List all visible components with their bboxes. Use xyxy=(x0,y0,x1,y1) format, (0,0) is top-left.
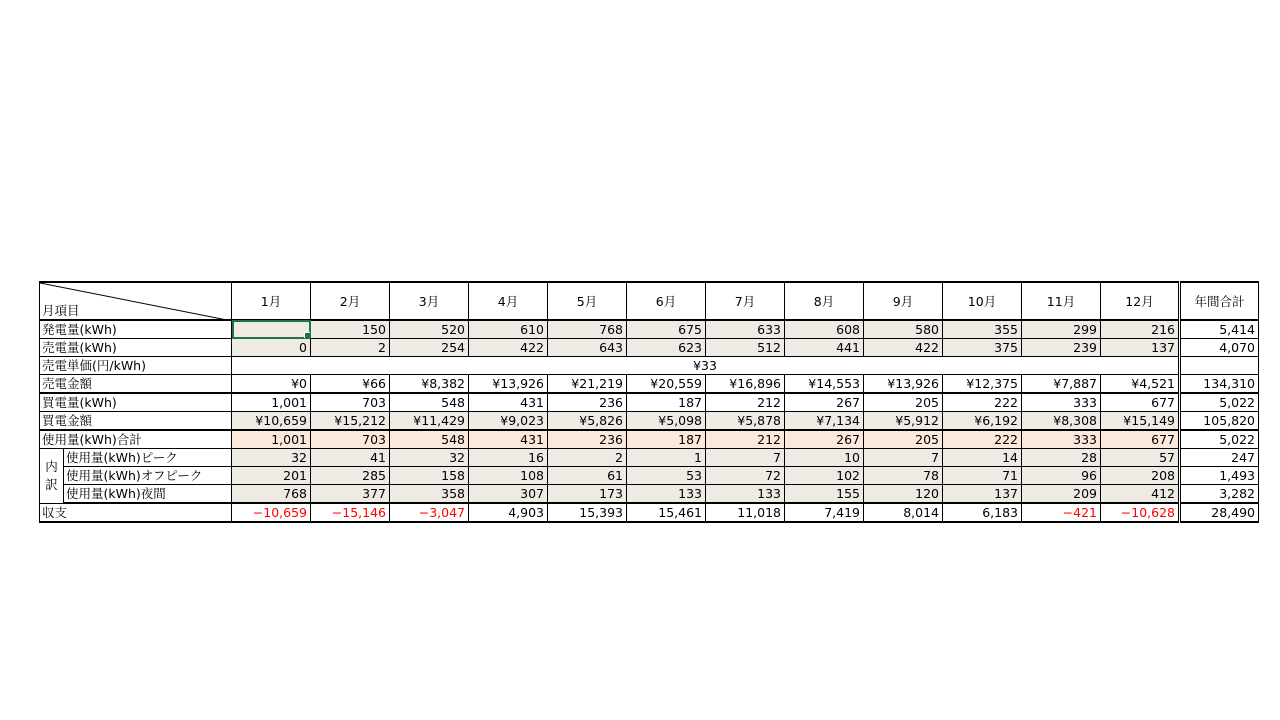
sell-unit-price-cell[interactable]: ¥33 xyxy=(232,357,1180,375)
sell-value-cell[interactable]: 441 xyxy=(785,339,864,357)
offpeak-value-cell[interactable]: 158 xyxy=(390,467,469,485)
sell_amt-value-cell[interactable]: ¥13,926 xyxy=(864,375,943,394)
row-generation xyxy=(40,320,1259,339)
sell-value-cell[interactable]: 422 xyxy=(469,339,548,357)
buy_amt-value-cell[interactable]: ¥9,023 xyxy=(469,412,548,431)
gen-value-cell[interactable]: 355 xyxy=(943,320,1022,339)
gen-value-cell[interactable]: 520 xyxy=(390,320,469,339)
gen-value-cell[interactable]: 299 xyxy=(1022,320,1101,339)
balance-value-cell[interactable]: 7,419 xyxy=(785,503,864,522)
night-value-cell[interactable]: 307 xyxy=(469,485,548,504)
balance-value-cell[interactable]: 15,393 xyxy=(548,503,627,522)
use-value-cell[interactable]: 703 xyxy=(311,430,390,449)
balance-value-cell[interactable]: 6,183 xyxy=(943,503,1022,522)
sell-value-cell[interactable]: 254 xyxy=(390,339,469,357)
buy_amt-value-cell[interactable]: ¥15,212 xyxy=(311,412,390,431)
use-value-cell[interactable]: 236 xyxy=(548,430,627,449)
buy_amt-value-cell[interactable]: ¥5,878 xyxy=(706,412,785,431)
sell-value-cell[interactable]: 422 xyxy=(864,339,943,357)
sell_amt-value-cell[interactable]: ¥16,896 xyxy=(706,375,785,394)
month-header[interactable]: 12月 xyxy=(1101,282,1180,320)
buy-value-cell[interactable]: 187 xyxy=(627,393,706,412)
night-value-cell[interactable]: 173 xyxy=(548,485,627,504)
gen-value-cell[interactable]: 150 xyxy=(311,320,390,339)
row-usage-total xyxy=(40,430,1259,449)
month-header[interactable]: 10月 xyxy=(943,282,1022,320)
use-value-cell[interactable]: 222 xyxy=(943,430,1022,449)
month-header[interactable]: 2月 xyxy=(311,282,390,320)
night-value-cell[interactable]: 133 xyxy=(627,485,706,504)
gen-value-cell[interactable]: 580 xyxy=(864,320,943,339)
row-purchase-amount xyxy=(40,412,1259,431)
row-usage-night xyxy=(40,485,1259,504)
row-label[interactable]: 売電金額 xyxy=(40,375,232,394)
row-label[interactable]: 発電量(kWh) xyxy=(40,320,232,339)
offpeak-value-cell[interactable]: 72 xyxy=(706,467,785,485)
breakdown-label-1: 内 xyxy=(45,458,58,474)
sell-value-cell[interactable]: 512 xyxy=(706,339,785,357)
use-value-cell[interactable]: 548 xyxy=(390,430,469,449)
sell-value-cell[interactable]: 137 xyxy=(1101,339,1180,357)
peak-value-cell[interactable]: 2 xyxy=(548,449,627,467)
sell-value-cell[interactable]: 239 xyxy=(1022,339,1101,357)
peak-value-cell[interactable]: 7 xyxy=(864,449,943,467)
sell_amt-value-cell[interactable]: ¥0 xyxy=(232,375,311,394)
gen-value-cell[interactable]: 610 xyxy=(469,320,548,339)
buy-value-cell[interactable]: 236 xyxy=(548,393,627,412)
buy_amt-value-cell[interactable]: ¥10,659 xyxy=(232,412,311,431)
sell_amt-value-cell[interactable]: ¥8,382 xyxy=(390,375,469,394)
buy_amt-value-cell[interactable]: ¥5,826 xyxy=(548,412,627,431)
annual-total-cell[interactable]: 28,490 xyxy=(1180,503,1259,522)
month-header[interactable]: 6月 xyxy=(627,282,706,320)
row-usage-peak xyxy=(40,449,1259,467)
gen-value-cell[interactable]: 216 xyxy=(1101,320,1180,339)
month-header[interactable]: 8月 xyxy=(785,282,864,320)
row-balance xyxy=(40,503,1259,522)
annual-total-cell[interactable]: 5,022 xyxy=(1180,430,1259,449)
month-header[interactable]: 5月 xyxy=(548,282,627,320)
buy_amt-value-cell[interactable]: ¥7,134 xyxy=(785,412,864,431)
offpeak-value-cell[interactable]: 71 xyxy=(943,467,1022,485)
corner-header-cell[interactable] xyxy=(40,282,232,320)
use-value-cell[interactable]: 333 xyxy=(1022,430,1101,449)
gen-value-cell[interactable]: 768 xyxy=(548,320,627,339)
offpeak-value-cell[interactable]: 78 xyxy=(864,467,943,485)
balance-value-cell[interactable]: 8,014 xyxy=(864,503,943,522)
use-value-cell[interactable]: 205 xyxy=(864,430,943,449)
sell-value-cell[interactable]: 2 xyxy=(311,339,390,357)
row-sales-amount xyxy=(40,375,1259,394)
peak-value-cell[interactable]: 28 xyxy=(1022,449,1101,467)
month-header[interactable]: 3月 xyxy=(390,282,469,320)
sell-value-cell[interactable]: 643 xyxy=(548,339,627,357)
offpeak-value-cell[interactable]: 208 xyxy=(1101,467,1180,485)
balance-value-cell[interactable]: −3,047 xyxy=(390,503,469,522)
buy_amt-value-cell[interactable]: ¥11,429 xyxy=(390,412,469,431)
month-header[interactable]: 9月 xyxy=(864,282,943,320)
sell_amt-value-cell[interactable]: ¥66 xyxy=(311,375,390,394)
use-value-cell[interactable]: 212 xyxy=(706,430,785,449)
night-value-cell[interactable]: 412 xyxy=(1101,485,1180,504)
row-purchased-energy xyxy=(40,393,1259,412)
offpeak-value-cell[interactable]: 53 xyxy=(627,467,706,485)
annual-total-cell[interactable]: 1,493 xyxy=(1180,467,1259,485)
fill-handle[interactable] xyxy=(304,332,311,339)
row-label[interactable]: 売電単価(円/kWh) xyxy=(40,357,232,375)
month-header[interactable]: 11月 xyxy=(1022,282,1101,320)
buy-value-cell[interactable]: 205 xyxy=(864,393,943,412)
peak-value-cell[interactable]: 14 xyxy=(943,449,1022,467)
spreadsheet-table xyxy=(39,281,1259,523)
peak-value-cell[interactable]: 57 xyxy=(1101,449,1180,467)
sell_amt-value-cell[interactable]: ¥7,887 xyxy=(1022,375,1101,394)
balance-value-cell[interactable]: −10,659 xyxy=(232,503,311,522)
night-value-cell[interactable]: 377 xyxy=(311,485,390,504)
sell_amt-value-cell[interactable]: ¥4,521 xyxy=(1101,375,1180,394)
night-value-cell[interactable]: 155 xyxy=(785,485,864,504)
offpeak-value-cell[interactable]: 108 xyxy=(469,467,548,485)
peak-value-cell[interactable]: 7 xyxy=(706,449,785,467)
offpeak-value-cell[interactable]: 285 xyxy=(311,467,390,485)
month-header[interactable]: 4月 xyxy=(469,282,548,320)
row-label[interactable]: 使用量(kWh)オフピーク xyxy=(64,467,232,485)
annual-total-cell[interactable]: 3,282 xyxy=(1180,485,1259,504)
buy-value-cell[interactable]: 677 xyxy=(1101,393,1180,412)
buy-value-cell[interactable]: 703 xyxy=(311,393,390,412)
buy_amt-value-cell[interactable]: ¥6,192 xyxy=(943,412,1022,431)
buy-value-cell[interactable]: 1,001 xyxy=(232,393,311,412)
use-value-cell[interactable]: 187 xyxy=(627,430,706,449)
peak-value-cell[interactable]: 32 xyxy=(390,449,469,467)
annual-total-cell[interactable]: 4,070 xyxy=(1180,339,1259,357)
balance-value-cell[interactable]: 11,018 xyxy=(706,503,785,522)
month-header[interactable]: 1月 xyxy=(232,282,311,320)
peak-value-cell[interactable]: 1 xyxy=(627,449,706,467)
balance-value-cell[interactable]: −10,628 xyxy=(1101,503,1180,522)
balance-value-cell[interactable]: 4,903 xyxy=(469,503,548,522)
month-header[interactable]: 7月 xyxy=(706,282,785,320)
buy-value-cell[interactable]: 548 xyxy=(390,393,469,412)
header-row xyxy=(40,282,1259,320)
annual-total-header[interactable]: 年間合計 xyxy=(1180,282,1259,320)
gen-value-cell[interactable]: 675 xyxy=(627,320,706,339)
peak-value-cell[interactable]: 41 xyxy=(311,449,390,467)
peak-value-cell[interactable]: 16 xyxy=(469,449,548,467)
breakdown-label-cell[interactable] xyxy=(40,449,64,504)
annual-total-cell[interactable]: 105,820 xyxy=(1180,412,1259,431)
row-label[interactable]: 使用量(kWh)ピーク xyxy=(64,449,232,467)
use-value-cell[interactable]: 677 xyxy=(1101,430,1180,449)
annual-total-cell[interactable]: 134,310 xyxy=(1180,375,1259,394)
night-value-cell[interactable]: 137 xyxy=(943,485,1022,504)
row-label[interactable]: 買電量(kWh) xyxy=(40,393,232,412)
peak-value-cell[interactable]: 10 xyxy=(785,449,864,467)
peak-value-cell[interactable]: 32 xyxy=(232,449,311,467)
sell_amt-value-cell[interactable]: ¥12,375 xyxy=(943,375,1022,394)
row-label[interactable]: 売電量(kWh) xyxy=(40,339,232,357)
row-usage-offpeak xyxy=(40,467,1259,485)
use-value-cell[interactable]: 267 xyxy=(785,430,864,449)
night-value-cell[interactable]: 133 xyxy=(706,485,785,504)
row-sell-unit-price xyxy=(40,357,1259,375)
use-value-cell[interactable]: 1,001 xyxy=(232,430,311,449)
corner-label: 月項目 xyxy=(42,303,80,318)
buy-value-cell[interactable]: 212 xyxy=(706,393,785,412)
night-value-cell[interactable]: 768 xyxy=(232,485,311,504)
buy_amt-value-cell[interactable]: ¥15,149 xyxy=(1101,412,1180,431)
offpeak-value-cell[interactable]: 102 xyxy=(785,467,864,485)
offpeak-value-cell[interactable]: 96 xyxy=(1022,467,1101,485)
breakdown-label-2: 訳 xyxy=(45,476,58,492)
offpeak-value-cell[interactable]: 61 xyxy=(548,467,627,485)
row-sold-energy xyxy=(40,339,1259,357)
sell_amt-value-cell[interactable]: ¥13,926 xyxy=(469,375,548,394)
annual-total-cell[interactable]: 5,414 xyxy=(1180,320,1259,339)
annual-total-cell[interactable] xyxy=(1180,357,1259,375)
annual-total-cell[interactable]: 247 xyxy=(1180,449,1259,467)
gen-value-cell[interactable]: 608 xyxy=(785,320,864,339)
offpeak-value-cell[interactable]: 201 xyxy=(232,467,311,485)
row-label[interactable]: 買電金額 xyxy=(40,412,232,431)
gen-value-cell[interactable] xyxy=(232,320,311,339)
row-label[interactable]: 収支 xyxy=(40,503,232,522)
sell_amt-value-cell[interactable]: ¥20,559 xyxy=(627,375,706,394)
gen-value-cell[interactable]: 633 xyxy=(706,320,785,339)
night-value-cell[interactable]: 358 xyxy=(390,485,469,504)
buy_amt-value-cell[interactable]: ¥5,098 xyxy=(627,412,706,431)
annual-total-cell[interactable]: 5,022 xyxy=(1180,393,1259,412)
balance-value-cell[interactable]: −421 xyxy=(1022,503,1101,522)
sell_amt-value-cell[interactable]: ¥14,553 xyxy=(785,375,864,394)
buy-value-cell[interactable]: 333 xyxy=(1022,393,1101,412)
buy-value-cell[interactable]: 431 xyxy=(469,393,548,412)
sell-value-cell[interactable]: 0 xyxy=(232,339,311,357)
buy-value-cell[interactable]: 267 xyxy=(785,393,864,412)
night-value-cell[interactable]: 120 xyxy=(864,485,943,504)
sell-value-cell[interactable]: 375 xyxy=(943,339,1022,357)
balance-value-cell[interactable]: −15,146 xyxy=(311,503,390,522)
balance-value-cell[interactable]: 15,461 xyxy=(627,503,706,522)
use-value-cell[interactable]: 431 xyxy=(469,430,548,449)
buy_amt-value-cell[interactable]: ¥8,308 xyxy=(1022,412,1101,431)
night-value-cell[interactable]: 209 xyxy=(1022,485,1101,504)
buy-value-cell[interactable]: 222 xyxy=(943,393,1022,412)
sell_amt-value-cell[interactable]: ¥21,219 xyxy=(548,375,627,394)
sell-value-cell[interactable]: 623 xyxy=(627,339,706,357)
row-label[interactable]: 使用量(kWh)合計 xyxy=(40,430,232,449)
row-label[interactable]: 使用量(kWh)夜間 xyxy=(64,485,232,504)
buy_amt-value-cell[interactable]: ¥5,912 xyxy=(864,412,943,431)
